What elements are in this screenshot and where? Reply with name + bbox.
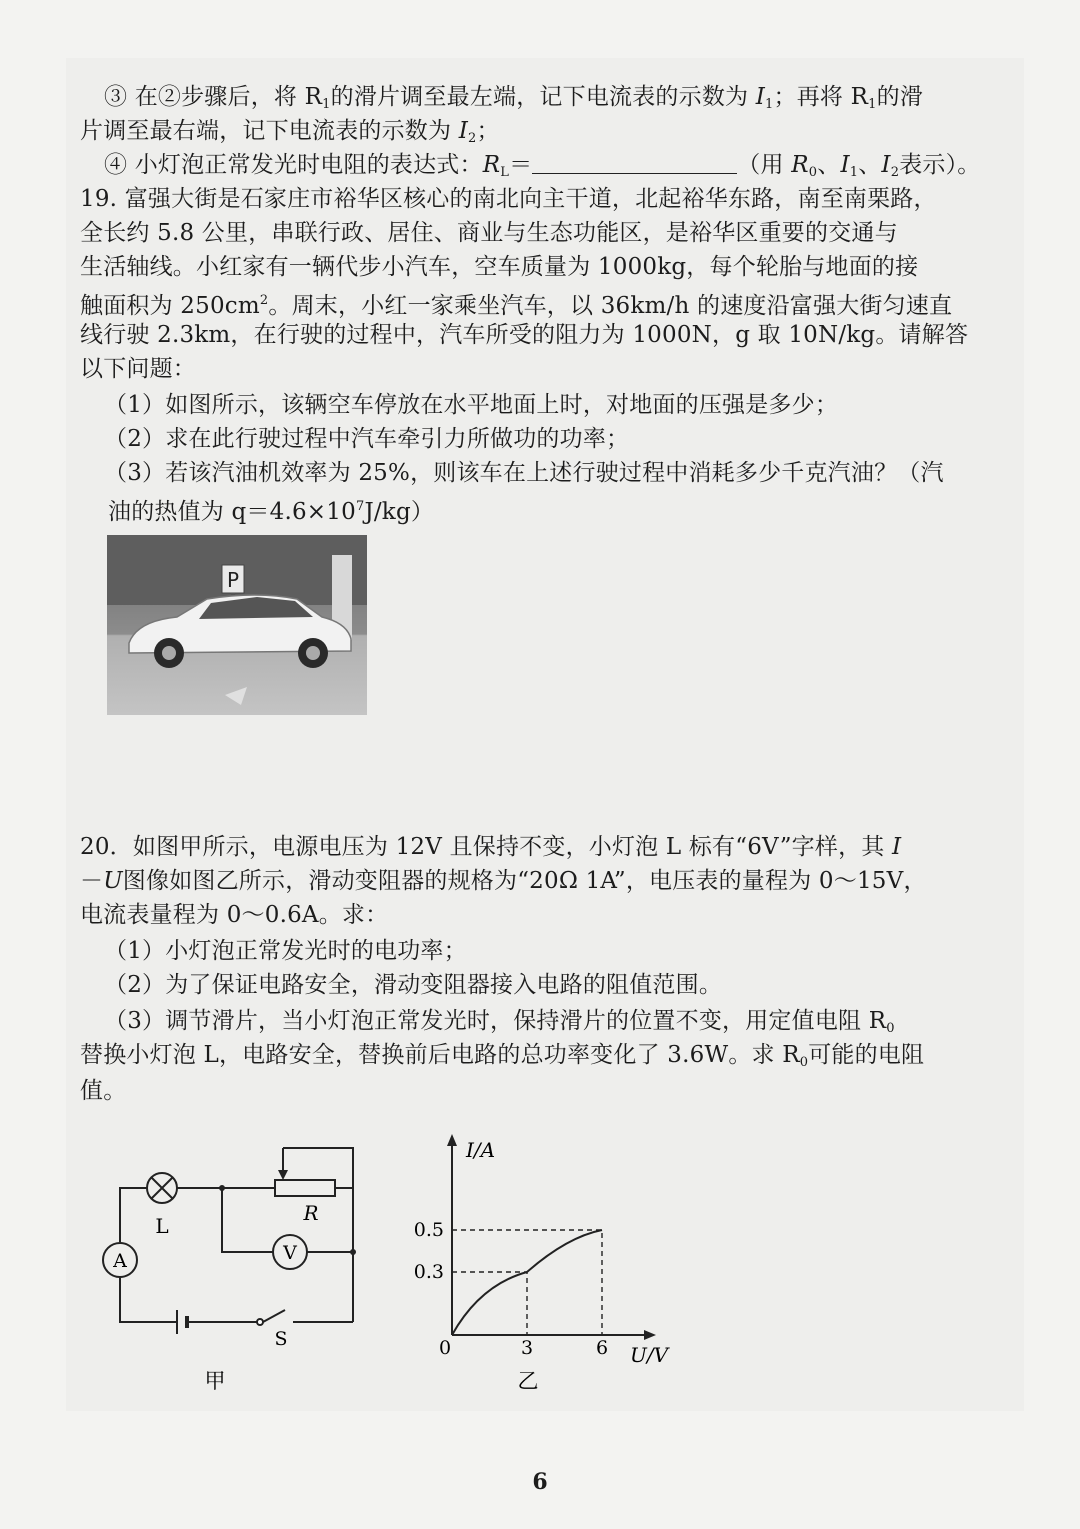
text: 的滑 [876,84,924,110]
text: 的滑片调至最左端，记下电流表的示数为 [330,84,756,110]
text: － [80,868,104,894]
switch-contact [257,1319,263,1325]
x-tick-label: 3 [520,1337,534,1359]
q19-line6: 以下问题： [80,356,196,382]
y-axis-arrow [447,1134,457,1146]
circuit-caption: 甲 [204,1369,226,1393]
rheostat-label: R [303,1201,319,1225]
q19-part3-line2 [108,490,434,529]
q20-part1: （1）小灯泡正常发光时的电功率； [104,938,467,964]
sup: 2 [259,293,269,308]
slider-arrow [278,1170,288,1180]
q19-line2: 全长约 5.8 公里，串联行政、居住、商业与生态功能区，是裕华区重要的交通与 [80,220,898,246]
wire-bottom-left [120,1278,177,1322]
wire-left-top [120,1188,147,1242]
q19-line3: 生活轴线。小红家有一辆代步小汽车，空车质量为 1000kg，每个轮胎与地面的接 [80,254,919,280]
text: ；再将 R [773,84,869,110]
car-photo [107,535,367,715]
text: ③ 在②步骤后，将 R [104,84,323,110]
lamp-label: L [155,1214,169,1238]
y-axis-label: I/A [466,1138,496,1162]
sup: 7 [355,499,365,514]
text: ④ 小灯泡正常发光时电阻的表达式： [104,152,483,178]
answer-blank[interactable] [532,149,737,174]
text: ； [476,118,500,144]
text: 触面积为 250cm [80,293,260,319]
text: 图像如图乙所示，滑动变阻器的规格为“20Ω 1A”，电压表的量程为 0～15V， [122,868,927,894]
q19-line5: 线行驶 2.3km，在行驶的过程中，汽车所受的阻力为 1000N，g 取 10N/kg。请解答 [80,322,969,348]
ammeter-label: A [113,1250,127,1272]
text: 可能的电阻 [808,1042,925,1068]
wire-voltmeter-left [222,1188,273,1252]
text: J/kg） [364,499,435,525]
text: 、 [858,152,882,178]
iu-graph [400,1130,690,1395]
sub: L [500,165,510,180]
var: U [103,868,123,894]
text: 油的热值为 q＝4.6×10 [108,499,356,525]
text: 表示）。 [899,152,981,178]
var: R [482,152,501,178]
var: I [881,152,891,178]
q20-part2: （2）为了保证电路安全，滑动变阻器接入电路的阻值范围。 [104,972,723,998]
rheostat-body [275,1180,335,1196]
switch-label: S [274,1328,288,1350]
lamp-cross [152,1178,173,1199]
var: I [458,118,469,144]
x-tick-label: 6 [595,1337,609,1359]
sub: 2 [890,165,900,180]
q20-line2 [80,864,927,898]
text: 、 [817,152,841,178]
front-rim [162,646,176,660]
sub: 2 [468,131,477,146]
text: （3）调节滑片，当小灯泡正常发光时，保持滑片的位置不变，用定值电阻 R [104,1008,887,1034]
rear-rim [306,646,320,660]
sub: 1 [849,165,859,180]
text: ＝ [509,152,533,178]
q20-part3-line2 [80,1038,924,1080]
q19-part2: （2）求在此行驶过程中汽车牵引力所做功的功率； [104,426,630,452]
text: 替换小灯泡 L，电路安全，替换前后电路的总功率变化了 3.6W。求 R [80,1042,800,1068]
dashed-guide [452,1272,527,1335]
x-axis-arrow [644,1330,656,1340]
sub: 0 [886,1021,895,1036]
q20-line3: 电流表量程为 0～0.6A。求： [80,902,389,928]
sub: 0 [808,165,818,180]
circuit-diagram [85,1130,385,1400]
graph-caption: 乙 [517,1369,539,1393]
parking-sign-letter: P [227,568,240,592]
sub: 1 [868,97,877,112]
road-arrow [225,687,247,705]
text: 。周末，小红一家乘坐汽车，以 36km/h 的速度沿富强大街匀速直 [268,293,953,319]
var: I [755,84,766,110]
voltmeter-label: V [283,1242,297,1264]
q20-part3-line3: 值。 [80,1078,127,1104]
text: （用 [737,152,792,178]
q19-part3: （3）若该汽油机效率为 25%，则该车在上述行驶过程中消耗多少千克汽油？（汽 [104,460,944,486]
var: I [840,152,850,178]
q20-line1 [80,830,901,864]
sub: 0 [799,1055,809,1070]
junction-dot [350,1249,356,1255]
q19-line1: 19. 富强大街是石家庄市裕华区核心的南北向主干道，北起裕华东路，南至南栗路， [80,186,937,212]
car-photo-drawing [107,535,367,715]
sub: 1 [765,97,774,112]
guide-lines [452,1230,602,1335]
var: I [891,834,902,860]
text: 片调至最右端，记下电流表的示数为 [80,118,459,144]
origin-label: 0 [438,1337,452,1359]
switch-blade [263,1310,285,1322]
y-tick-label: 0.3 [413,1261,444,1283]
sub: 1 [322,97,331,112]
y-tick-label: 0.5 [413,1219,444,1241]
x-axis-label: U/V [630,1343,669,1367]
var: R [791,152,809,178]
junction-dot [219,1185,225,1191]
text: 20．如图甲所示，电源电压为 12V 且保持不变，小灯泡 L 标有“6V”字样，其 [80,834,892,860]
q19-part1: （1）如图所示，该辆空车停放在水平地面上时，对地面的压强是多少； [104,392,839,418]
page-number: 6 [532,1469,548,1495]
